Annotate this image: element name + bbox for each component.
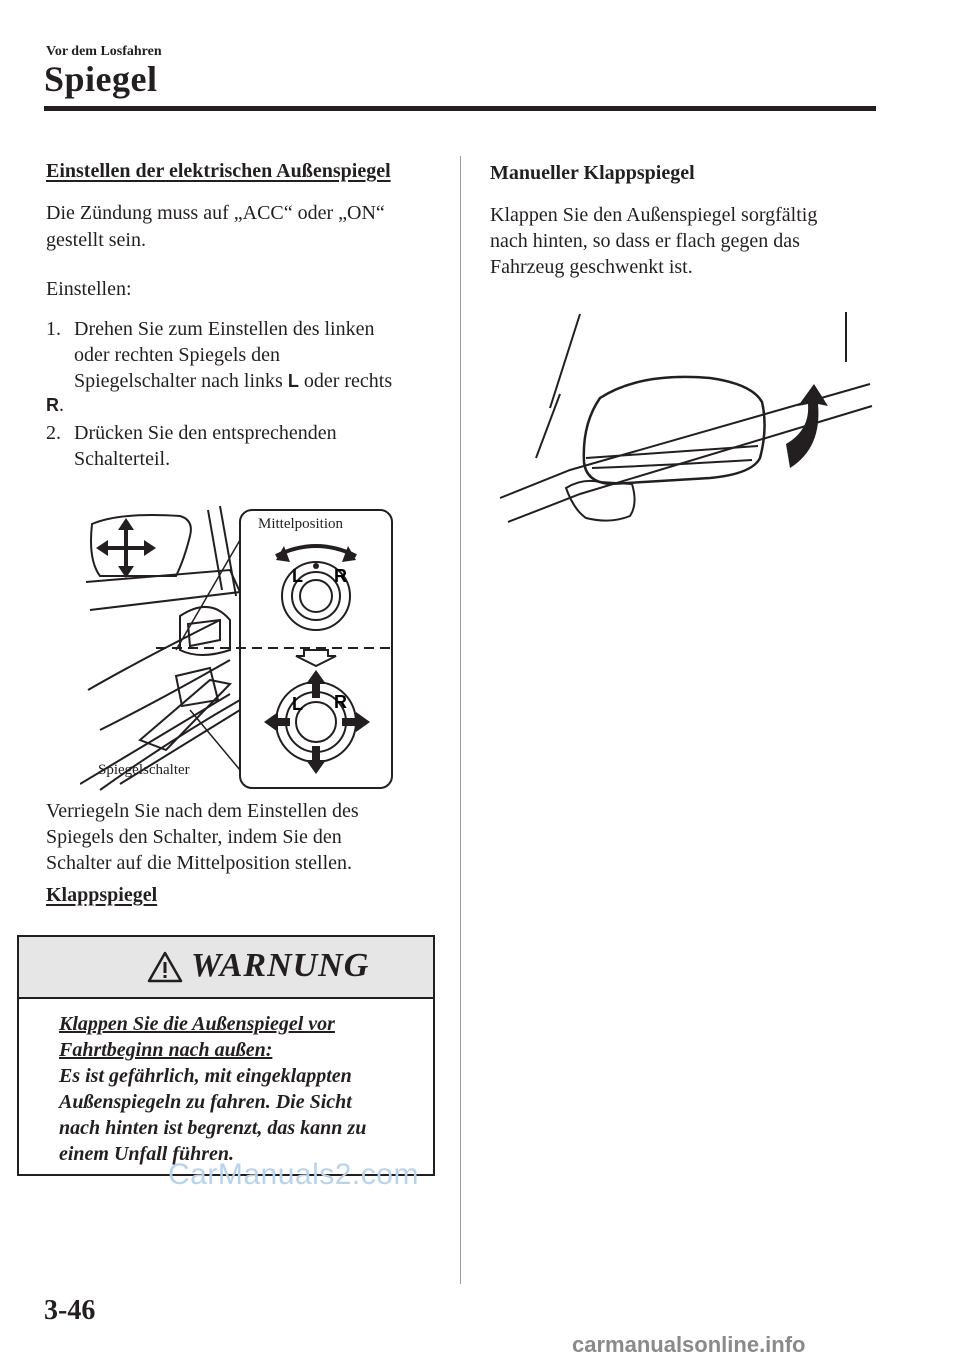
watermark-carmanuals: CarManuals2.com [168, 1158, 419, 1191]
warning-triangle-icon [147, 951, 183, 983]
manual-fold-line-1: Klappen Sie den Außenspiegel sorgfältig [490, 204, 818, 226]
warning-line-1: Klappen Sie die Außenspiegel vor [59, 1013, 335, 1035]
warning-line-6: einem Unfall führen. [59, 1143, 235, 1165]
mirror-switch-figure [80, 500, 400, 792]
step-1-line-3-text: Spiegelschalter nach links [74, 370, 283, 392]
intro-line-1: Die Zündung muss auf „ACC“ oder „ON“ [46, 202, 385, 224]
header-rule [44, 106, 876, 111]
step-2-line-1: Drücken Sie den entsprechenden [74, 422, 337, 444]
dial-top-l: L [292, 566, 303, 586]
step-1-line-2: oder rechten Spiegels den [74, 344, 281, 366]
manual-fold-line-3: Fahrzeug geschwenkt ist. [490, 256, 693, 278]
warning-line-3: Es ist gefährlich, mit eingeklappten [59, 1065, 352, 1087]
lock-line-3: Schalter auf die Mittelposition stellen. [46, 852, 353, 874]
section-heading-manual-folding: Manueller Klappspiegel [490, 162, 695, 184]
step-1-line-3-end: oder rechts [303, 370, 393, 392]
folding-mirror-figure [490, 308, 880, 538]
step-2-number: 2. [46, 422, 61, 444]
page-number: 3-46 [44, 1295, 96, 1326]
column-divider [460, 156, 461, 1284]
lock-line-2: Spiegels den Schalter, indem Sie den [46, 826, 342, 848]
watermark-site: carmanualsonline.info [572, 1332, 806, 1357]
lock-line-1: Verriegeln Sie nach dem Einstellen des [46, 800, 359, 822]
adjust-label: Einstellen: [46, 278, 132, 300]
dial-bottom-l: L [292, 694, 303, 714]
step-1-line-1: Drehen Sie zum Einstellen des linken [74, 318, 375, 340]
warning-line-5: nach hinten ist begrenzt, das kann zu [59, 1117, 367, 1139]
step-1-period: . [59, 394, 64, 416]
warning-header [19, 937, 433, 999]
figure-label-center-position: Mittelposition [258, 516, 344, 532]
step-1-number: 1. [46, 318, 61, 340]
chapter-title: Spiegel [44, 59, 158, 99]
section-heading-electric-mirrors: Einstellen der elektrischen Außenspiegel [46, 160, 391, 182]
intro-line-2: gestellt sein. [46, 229, 146, 251]
warning-text [59, 1011, 429, 1167]
key-r-symbol: R [46, 395, 59, 415]
manual-fold-line-2: nach hinten, so dass er flach gegen das [490, 230, 800, 252]
warning-line-2: Fahrtbeginn nach außen: [59, 1039, 273, 1061]
section-heading-folding-mirror: Klappspiegel [46, 884, 158, 906]
warning-box [17, 935, 435, 1176]
warning-title: WARNUNG [191, 947, 370, 984]
warning-line-4: Außenspiegeln zu fahren. Die Sicht [59, 1091, 352, 1113]
step-1-line-3 [74, 368, 392, 394]
figure-label-mirror-switch: Spiegelschalter [98, 762, 190, 778]
key-l-symbol: L [287, 371, 299, 391]
dial-top-r: R [334, 566, 347, 586]
step-1-line-4 [46, 392, 64, 418]
section-label: Vor dem Losfahren [46, 44, 162, 59]
step-2-line-2: Schalterteil. [74, 448, 171, 470]
dial-bottom-r: R [334, 692, 347, 712]
